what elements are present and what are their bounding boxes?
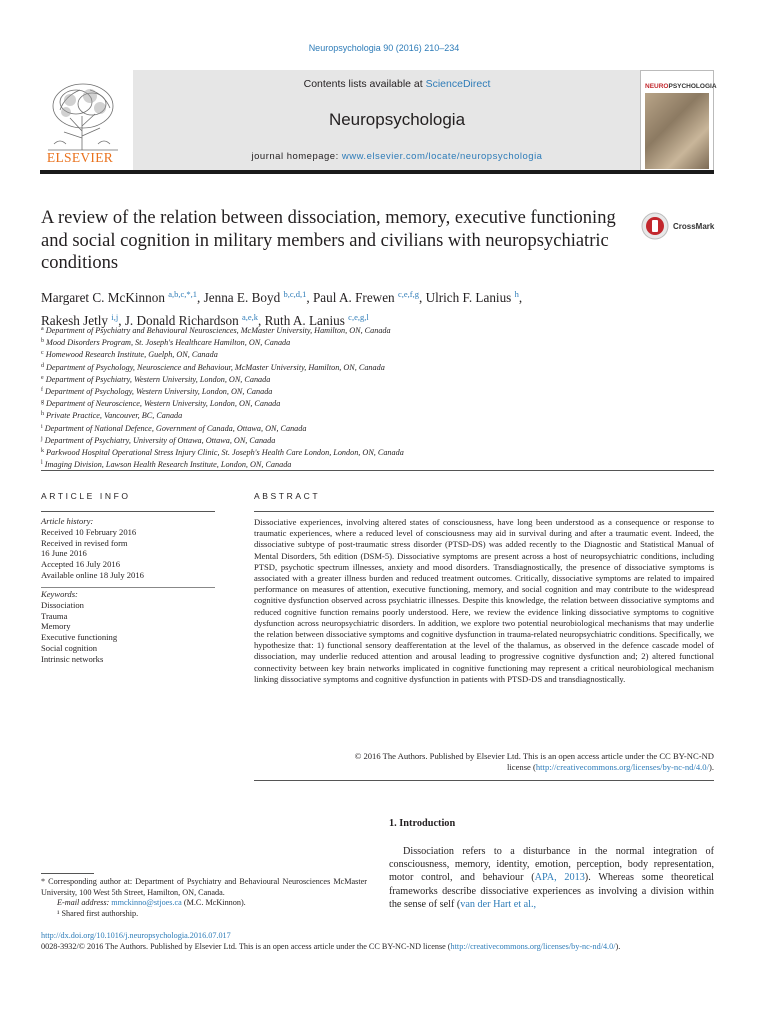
- cover-image: [645, 93, 709, 169]
- author-affiliation-marker[interactable]: c,e,f,g: [397, 289, 419, 299]
- affiliation-text: Private Practice, Vancouver, BC, Canada: [46, 411, 183, 421]
- keywords-label: Keywords:: [41, 589, 78, 599]
- contents-line: [133, 78, 661, 90]
- abstract-text: Dissociative experiences, involving altered states of consciousness, have long been understood as a consequence or response to traumatic experiences, where a reduced level of consciousness may aid in survival during and after a traumatic event. Indeed, the dissociative subtype of post-traumatic stress disorder (PTSD-DS) was added recently to the Diagnostic and Statistical Manual of Mental Disorders, 5th edition (DSM-5). Dissociative symptoms are present across a host of neuropsychiatric conditions, including PTSD, psychotic spectrum illnesses, anxiety and mood disorders. Transdiagnostically, the presence of dissociative symptoms is associated with a greater illness burden and reduced treatment outcomes. Critically, dissociative symptoms are related to impaired performance on measures of attention, executive functioning, memory, and social cognition and may contribute to the widespread cognitive dysfunction observed across psychiatric illnesses. Despite this knowledge, the relation between dissociative symptoms and reduced cognitive function remains poorly understood. Here, we review the evidence linking dissociative symptoms to cognitive dysfunction across neuropsychiatric disorders. In addition, we explore two potential neurobiological mechanisms that may underlie the relation between dissociative symptoms and cognitive dysfunction in trauma-related neuropsychiatric conditions. Specifically, we hypothesize that: 1) functional sensory deafferentation at the level of the thalamus, as observed in the defence cascade model of dissociation, may underlie reduced attention and arousal leading to progressive cognitive dysfunction and; 2) altered functional connectivity between key brain networks implicated in cognitive functioning may represent a critical neurobiological mechanism linking dissociative symptoms and cognitive dysfunction in patients with PTSD-DS and transdiagnostically.: [254, 517, 714, 684]
- affiliation-item: [41, 361, 721, 373]
- citation-link[interactable]: van der Hart et al.,: [460, 898, 537, 910]
- copyright-line-2: [254, 762, 714, 773]
- author-separator: ,: [118, 312, 125, 328]
- affiliation-text: Department of Psychology, Western University, London, ON, Canada: [45, 387, 273, 397]
- article-info-rule: [41, 511, 215, 512]
- email-note: [41, 898, 367, 909]
- affiliation-item: [41, 422, 721, 434]
- affiliation-item: [41, 458, 721, 470]
- cover-title: [645, 83, 717, 90]
- intro-text-2: ). Whereas some theoretical frameworks describe dissociative experiences as involving a division within the sense of self (: [389, 872, 714, 910]
- affiliation-item: [41, 336, 721, 348]
- history-item: Received in revised form: [41, 537, 128, 548]
- affiliation-key: d: [41, 362, 44, 369]
- publisher-name: ELSEVIER: [46, 150, 114, 165]
- author-name[interactable]: Rakesh Jetly: [41, 312, 109, 328]
- license-suffix: ).: [615, 941, 621, 951]
- cover-title-b: PSYCHOLOGIA: [668, 83, 717, 90]
- history-item: Available online 18 July 2016: [41, 569, 144, 580]
- affiliation-text: Mood Disorders Program, St. Joseph's Healthcare Hamilton, ON, Canada: [46, 338, 291, 348]
- email-link[interactable]: mmckinno@stjoes.ca: [111, 898, 182, 907]
- crossmark-badge[interactable]: [640, 210, 720, 242]
- author-separator: ,: [258, 312, 265, 328]
- author-name[interactable]: Jenna E. Boyd: [203, 290, 281, 305]
- abstract-copyright: [254, 751, 714, 773]
- author-separator: ,: [518, 290, 523, 305]
- affiliation-item: [41, 373, 721, 385]
- affiliation-key: j: [41, 435, 43, 442]
- author-name[interactable]: Ruth A. Lanius: [264, 312, 345, 328]
- affiliation-text: Department of Psychiatry, University of Ottawa, Ottawa, ON, Canada: [44, 435, 276, 445]
- homepage-line: [133, 151, 661, 162]
- homepage-link[interactable]: www.elsevier.com/locate/neuropsychologia: [341, 151, 543, 162]
- journal-header: [40, 70, 717, 174]
- copyright-line-1: © 2016 The Authors. Published by Elsevier Ltd. This is an open access article under the CC BY-NC-ND: [354, 751, 714, 761]
- affiliation-key: a: [41, 326, 44, 332]
- affiliation-key: l: [41, 460, 43, 467]
- footnotes: [41, 877, 367, 919]
- introduction-heading: 1. Introduction: [389, 818, 456, 829]
- affiliation-key: g: [41, 399, 44, 406]
- history-label: Article history:: [41, 516, 94, 526]
- author-separator: ,: [306, 290, 313, 305]
- history-item: Received 10 February 2016: [41, 526, 137, 537]
- affiliation-item: [41, 385, 721, 397]
- affiliation-text: Homewood Research Institute, Guelph, ON, Canada: [45, 350, 218, 360]
- author-name[interactable]: Ulrich F. Lanius: [425, 290, 512, 305]
- journal-banner: [133, 70, 661, 172]
- doi-link[interactable]: http://dx.doi.org/10.1016/j.neuropsychologia.2016.07.017: [41, 931, 231, 940]
- section-divider: [41, 470, 714, 471]
- keyword: Memory: [41, 621, 71, 632]
- affiliation-item: [41, 324, 721, 336]
- author-name[interactable]: Paul A. Frewen: [312, 290, 395, 305]
- keyword: Intrinsic networks: [41, 653, 104, 664]
- corresponding-author-note: * Corresponding author at: Department of Psychiatry and Behavioural Neurosciences McMaster University, 100 West 5th Street, Hamilton, ON, Canada.: [41, 877, 367, 897]
- crossmark-label: CrossMark: [673, 222, 715, 231]
- affiliation-key: c: [41, 350, 44, 357]
- history-item: 16 June 2016: [41, 548, 87, 559]
- affiliation-text: Department of National Defence, Government of Canada, Ottawa, ON, Canada: [44, 423, 307, 433]
- keyword: Trauma: [41, 610, 68, 621]
- license-link[interactable]: http://creativecommons.org/licenses/by-nc-nd/4.0/: [535, 762, 709, 773]
- article-title: A review of the relation between dissociation, memory, executive functioning and social cognition in military members and civilians with neuropsychiatric conditions: [41, 208, 616, 273]
- keyword: Executive functioning: [41, 632, 118, 643]
- affiliation-item: [41, 397, 721, 409]
- affiliation-text: Parkwood Hospital Operational Stress Injury Clinic, St. Joseph's Health Care London, London, ON, Canada: [46, 448, 404, 458]
- affiliation-key: i: [41, 423, 43, 430]
- keywords: [41, 589, 215, 665]
- license-prefix: 0028-3932/© 2016 The Authors. Published by Elsevier Ltd. This is an open access article under the CC BY-NC-ND license (: [41, 941, 451, 951]
- affiliation-key: f: [41, 387, 43, 394]
- header-rule: [40, 170, 714, 174]
- journal-cover-thumbnail[interactable]: [640, 70, 717, 172]
- footnote-rule: [41, 873, 94, 874]
- copyright-prefix: license (: [507, 762, 536, 773]
- author-affiliation-marker[interactable]: a,b,c,*,1: [168, 289, 198, 299]
- intro-text-1: Dissociation refers to a disturbance in the normal integration of consciousness, memory, identity, emotion, perception, body representation, motor control, and behaviour (: [389, 846, 714, 884]
- affiliation-item: [41, 409, 721, 421]
- affiliation-item: [41, 348, 721, 360]
- affiliation-key: e: [41, 374, 44, 381]
- affiliation-text: Department of Psychiatry, Western University, London, ON, Canada: [45, 374, 271, 384]
- abstract-rule: [254, 511, 714, 512]
- introduction-text: [389, 845, 714, 911]
- author-separator: ,: [418, 290, 426, 305]
- affiliation-text: Department of Psychology, Neuroscience and Behaviour, McMaster University, Hamilton, ON, Canada: [46, 362, 385, 372]
- author-affiliation-marker[interactable]: c,e,g,l: [348, 311, 369, 322]
- author-affiliation-marker[interactable]: h: [514, 289, 519, 299]
- affiliation-item: [41, 446, 721, 458]
- keyword: Dissociation: [41, 599, 84, 610]
- shared-authorship-note: ¹ Shared first authorship.: [57, 908, 139, 918]
- article-history: [41, 516, 215, 581]
- license-link[interactable]: http://creativecommons.org/licenses/by-nc-nd/4.0/: [450, 941, 616, 951]
- cover-title-a: NEURO: [645, 83, 669, 90]
- history-item: Accepted 16 July 2016: [41, 559, 120, 570]
- journal-name: Neuropsychologia: [328, 110, 466, 129]
- affiliation-key: h: [41, 411, 44, 418]
- affiliation-list: [41, 324, 721, 470]
- article-info-heading: ARTICLE INFO: [41, 491, 131, 501]
- affiliation-text: Department of Neuroscience, Western University, London, ON, Canada: [46, 399, 281, 409]
- contents-prefix: Contents lists available at: [303, 78, 426, 90]
- author-affiliation-marker[interactable]: b,c,d,1: [283, 289, 307, 299]
- keyword: Social cognition: [41, 642, 98, 653]
- affiliation-key: b: [41, 338, 44, 345]
- journal-citation[interactable]: Neuropsychologia 90 (2016) 210–234: [308, 43, 460, 53]
- citation-link[interactable]: APA, 2013: [534, 872, 585, 884]
- author-affiliation-marker[interactable]: a,e,k: [242, 311, 259, 322]
- author-name[interactable]: Margaret C. McKinnon: [41, 290, 165, 305]
- abstract-bottom-rule: [254, 780, 714, 781]
- author-separator: ,: [197, 290, 204, 305]
- crossmark-icon: [640, 210, 670, 242]
- author-affiliation-marker[interactable]: i,j: [111, 311, 119, 322]
- email-suffix: (M.C. McKinnon).: [181, 898, 246, 907]
- sciencedirect-link[interactable]: ScienceDirect: [425, 78, 491, 90]
- affiliation-item: [41, 434, 721, 446]
- affiliation-text: Department of Psychiatry and Behavioural Neurosciences, McMaster University, Hamilton, ON, Canada: [45, 326, 391, 335]
- author-name[interactable]: J. Donald Richardson: [124, 312, 239, 328]
- email-label: E-mail address:: [57, 898, 112, 907]
- affiliation-key: k: [41, 448, 44, 455]
- copyright-suffix: ).: [708, 762, 714, 773]
- keywords-rule: [41, 587, 215, 588]
- abstract-heading: ABSTRACT: [254, 491, 321, 501]
- homepage-label: journal homepage:: [251, 151, 342, 162]
- license-line: [41, 942, 721, 953]
- page-footer: [41, 931, 721, 953]
- affiliation-text: Imaging Division, Lawson Health Research Institute, London, ON, Canada: [44, 460, 292, 470]
